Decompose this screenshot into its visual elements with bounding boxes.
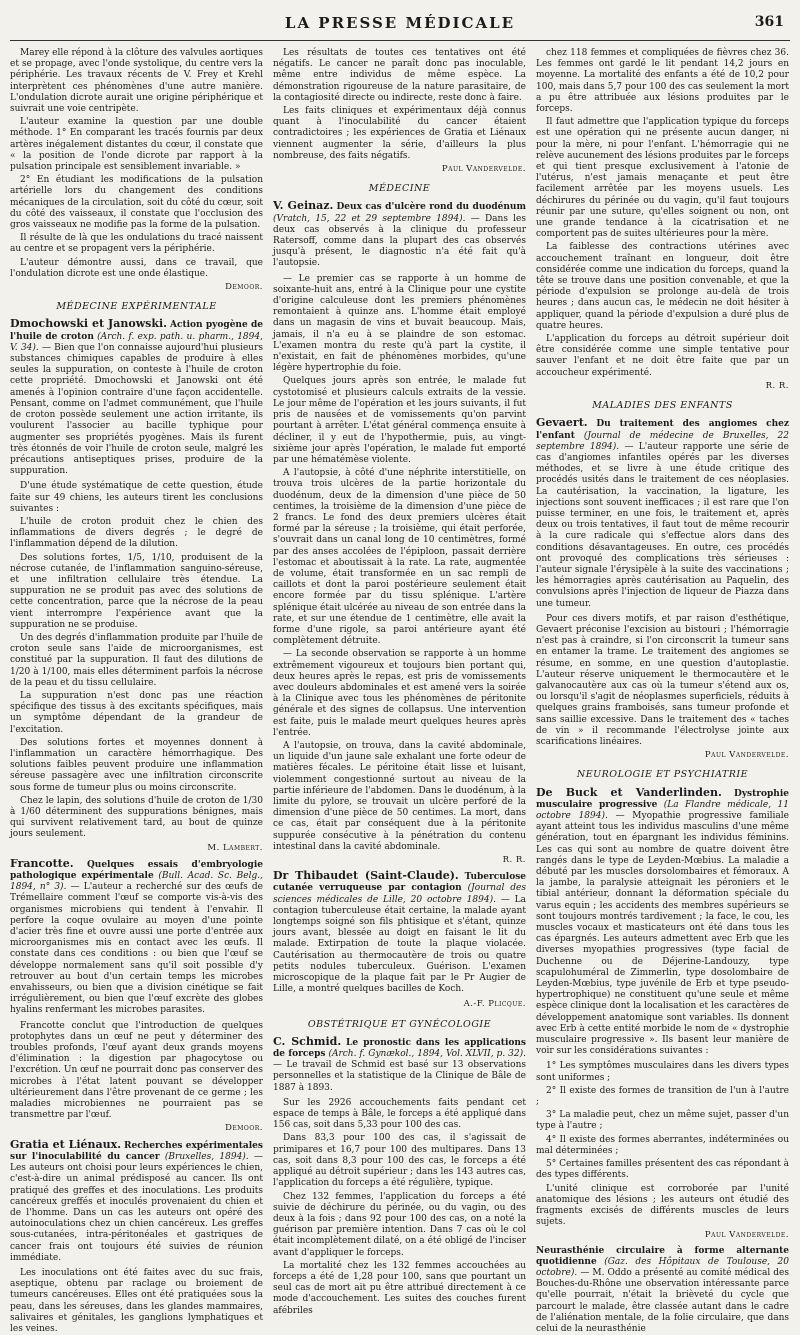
paragraph: A l'autopsie, on trouva, dans la cavité abdominale, un liquide d'un jaune sale exhalant une forte odeur de matières fécales. Le péritoine était lisse et luisant, violemment congestionné surtout au niveau de la partie inférieure de l'abdomen. Dans le duodénum, à la limite du pylore, se trouvait un ulcère perforé de la dimension d'une pièce de 50 centimes. La mort, dans ce cas, était par conséquent due à la péritonite suppurée consécutive à la pénétration du contenu intestinal dans la cavité abdominale. <box>273 740 526 852</box>
author-signature: Paul Vandervelde. <box>441 164 526 175</box>
paragraph: Il faut admettre que l'application typique du forceps est une opération qui ne présente aucun danger, ni pour la mère, ni pour l'enfant. L'hémorragie qui ne relève aucunement des lésions produites par le forceps et qui tient presque exclusivement à l'atonie de l'utérus, n'est jamais menaçante et peut être facilement arrêtée par les moyens usuels. Les déchirures du périnée ou du vagin, qu'il faut toujours réunir par une suture, qu'elles soignent ou non, ont une grande tendance à la cicatrisation et ne comportent pas de suites ultérieures pour la mère. <box>536 117 789 240</box>
review-article <box>10 1139 263 1264</box>
article-authors: Gratia et Liénaux. <box>10 1137 122 1151</box>
author-signature: R. R. <box>765 380 789 391</box>
paragraph: Des solutions fortes, 1/5, 1/10, produisent de la nécrose cutanée, de l'inflammation sanguino-séreuse, et une infiltration cellulaire très étendue. La suppuration ne se produit pas avec des solutions de cette concentration, parce que la nécrose de la peau vient interrompre l'expérience avant que la suppuration ne se produise. <box>10 552 263 630</box>
review-article <box>273 870 526 995</box>
article-authors: De Buck et Vanderlinden. <box>536 785 722 799</box>
author-signature: Paul Vandervelde. <box>704 750 789 761</box>
article-authors: V. Geinaz. <box>273 199 334 213</box>
paragraph: Chez le lapin, des solutions d'huile de croton de 1/30 à 1/60 déterminent des suppurations bénignes, mais qui survivent relativement tard, au bout de quinze jours seulement. <box>10 795 263 840</box>
article-title: Recherches expérimentales sur l'inoculabilité du cancer <box>10 1140 263 1162</box>
article-source: (Arch. f. exp. path. u. pharm., 1894, V. 34). <box>10 331 263 353</box>
article-text: — M. Oddo a présenté au comité médical des Bouches-du-Rhône une observation intéressante parce qu'elle pourrait, n'était la brièveté du cycle que parcourt le malade, être classée autant dans le cadre de l'aliénation mentale, de la folie circulaire, que dans celui de la neurasthénie <box>536 1267 789 1334</box>
section-heading: NEUROLOGIE ET PSYCHIATRIE <box>576 769 749 781</box>
paragraph: 1° Les symptômes musculaires dans les divers types sont uniformes ; <box>536 1061 789 1083</box>
review-article <box>536 417 789 609</box>
article-source: (Arch. f. Gynækol., 1894, Vol. XLVII, p. 32). <box>328 1049 526 1060</box>
article-source: (Vratch, 15, 22 et 29 septembre 1894). <box>273 213 466 224</box>
paragraph: chez 118 femmes et compliquées de fièvres chez 36. Les femmes ont gardé le lit pendant 14,2 jours en moyenne. La mortalité des enfants a été de 10,2 pour 100, mais dans 5,7 pour 100 des cas seulement la mort a pu être attribuée aux lésions produites par le forceps. <box>536 48 789 115</box>
paragraph: — Le premier cas se rapporte à un homme de soixante-huit ans, entré à la Clinique pour une cystite d'origine calculeuse dont les premiers phénomènes remontaient à quinze ans. L'homme était employé dans un magasin de vins et buvait beaucoup. Mais, jamais, il n'a eu à se plaindre de son estomac. L'examen montra du reste qu'à part la cystite, il n'existait, en fait de phénomènes morbides, qu'une légère hypertrophie du foie. <box>273 273 526 374</box>
section-heading: MALADIES DES ENFANTS <box>592 400 733 412</box>
article-source: (La Flandre médicale, 11 octobre 1894). <box>536 799 789 821</box>
article-title: Quelques essais d'embryologie pathologique expérimentale <box>10 859 263 882</box>
paragraph: Des solutions fortes et moyennes donnent à l'inflammation un caractère hémorrhagique. Des solutions faibles peuvent produire une inflammation séreuse passagère avec une infiltration circonscrite sous forme de tumeur plus ou moins circonscrite. <box>10 737 263 793</box>
article-body <box>10 1139 263 1264</box>
review-article <box>273 1036 526 1094</box>
article-authors: C. Schmid. <box>273 1034 342 1048</box>
paragraph: L'huile de croton produit chez le chien des inflammations de divers degrés ; le degré de l'inflammation dépend de la dilution. <box>10 516 263 550</box>
article-source: (Bull. Acad. Sc. Belg., 1894, n° 3). <box>10 871 263 893</box>
review-article <box>10 858 263 1017</box>
paragraph: 5° Certaines familles présentent des cas répondant à des types différents. <box>536 1159 789 1181</box>
section-heading: MÉDECINE EXPÉRIMENTALE <box>56 301 217 313</box>
author-signature: Demoor. <box>225 1123 263 1134</box>
article-title: Action pyogène de l'huile de croton <box>10 320 263 342</box>
article-authors: Dr Thibaudet (Saint-Claude). <box>273 869 459 883</box>
article-text: — Bien que l'on connaisse aujourd'hui plusieurs substances chimiques capables de produire à elles seules la suppuration, on conteste à l'huile de croton cette propriété. Dmochowski et Janowski ont été amenés à l'opinion contraire d'une façon accidentelle. Pensant, comme on l'admet communément, que l'huile de croton possède seulement une action irritante, ils voulurent l'associer au bacille typhique pour augmenter ses propriétés pyogènes. Mais ils furent très étonnés de voir l'huile de croton seule, malgré les précautions antiseptiques prises, produire de la suppuration. <box>10 342 263 477</box>
paragraph: Chez 132 femmes, l'application du forceps a été suivie de déchirure du périnée, ou du vagin, ou des deux à la fois ; dans 92 pour 100 des cas, on a noté la guérison par première intention. Dans 7 cas où le col était incomplètement dilaté, on a été obligé de l'inciser avant d'appliquer le forceps. <box>273 1191 526 1258</box>
column-2 <box>273 48 527 1316</box>
paragraph: Dans 83,3 pour 100 des cas, il s'agissait de primipares et 16,7 pour 100 des multipares. Dans 13 cas, soit dans 8,3 pour 100 des cas, le forceps a été appliqué au détroit supérieur ; dans les 143 autres cas, l'application du forceps a été régulière, typique. <box>273 1133 526 1189</box>
paragraph: L'application du forceps au détroit supérieur doit être considérée comme une simple tentative pour sauver l'enfant et ne doit être faite que par un accoucheur expérimenté. <box>536 334 789 378</box>
review-article <box>536 787 789 1058</box>
article-text: — L'auteur a recherché sur des œufs de Trémellaire comment l'œuf se comporte vis-à-vis des organismes microbiens qui tendent à l'envahir. Il perfore la coque ovulaire au moyen d'une pointe d'acier très fine et ouvre aussi une porte d'entrée aux microorganismes mis en contact avec les œufs. Il constate dans ces conditions : ou bien que l'œuf se développe normalement sans qu'il soit possible d'y retrouver au bout d'un certain temps les microbes envahisseurs, ou bien que a division cinétique se fait irrégulièrement, ou bien que l'œuf excrète des globes hyalins renfermant les microbes parasites. <box>10 882 263 1016</box>
review-article <box>536 1246 789 1335</box>
article-body <box>536 1246 789 1335</box>
article-text: — Dans les deux cas observés à la clinique du professeur Ratersoff, comme dans la plupart des cas observés jusqu'à présent, le diagnostic n'a été fait qu'à l'autopsie. <box>273 213 527 269</box>
paragraph: La mortalité chez les 132 femmes accouchées au forceps a été de 1,28 pour 100, sans que pourtant un seul cas de mort ait pu être attribué directement à ce mode d'accouchement. Les suites des couches furent afébriles <box>273 1260 526 1316</box>
article-authors: Francotte. <box>10 856 74 870</box>
paragraph: Pour ces divers motifs, et par raison d'esthétique, Gevaert préconise l'excision au bistouri ; l'hémorragie n'est pas à craindre, si l'on circonscrit la tumeur sans en entamer la trame. Le traitement des angiomes se résume, en somme, en une question d'autoplastie. L'auteur réserve uniquement le thermocautère et le galvanocautère aux cas où la tumeur s'étend aux os, ou lorsqu'il s'agit de néoplasmes superficiels, réduits à quelques grains framboisés, sans tumeur profonde et sans saillie excessive. Dans le traitement des « taches de vin » il recommande l'électrolyse jointe aux scarifications linéaires. <box>536 613 789 747</box>
paragraph: La faiblesse des contractions utérines avec accouchement traînant en longueur, doit être considérée comme une indication du forceps, quand la tête se trouve dans une position convenable, et que la période d'expulsion se prolonge au-delà de trois heures ; dans aucun cas, le médecin ne doit hésiter à appliquer, quand la période d'expulsion a duré plus de quatre heures. <box>536 242 789 331</box>
article-title: Tuberculose cutanée verruqueuse par contagion <box>273 872 526 894</box>
article-body <box>273 870 526 995</box>
paragraph: Quelques jours après son entrée, le malade fut cystotomisé et plusieurs calculs extraits de la vessie. Le jour même de l'opération et les jours suivants, il fut pris de nausées et de vomissements qu'on parvint pourtant à arrêter. L'état général commença ensuite à décliner, il y eut de l'hypothermie, puis, au vingt-sixième jour après l'opération, le malade fut emporté par une hématémèse violente. <box>273 376 526 465</box>
article-title: Deux cas d'ulcère rond du duodénum <box>336 202 526 213</box>
paragraph: — La seconde observation se rapporte à un homme extrêmement vigoureux et toujours bien portant qui, deux heures après le repas, est pris de vomissements avec douleurs abdominales et est amené vers la soirée à la Clinique avec tous les phénomènes de péritonite générale et des signes de collapsus. Une intervention est faite, puis le malade meurt quelques heures après l'entrée. <box>273 649 526 738</box>
paragraph: Marey elle répond à la clôture des valvules aortiques et se propage, avec l'onde systolique, du centre vers la périphérie. Les travaux récents de V. Frey et Krehl interprètent ces phénomènes d'une autre manière. L'ondulation dicrote aurait une origine périphérique et suivrait une voie centripète. <box>10 48 263 115</box>
page-number: 361 <box>754 14 784 30</box>
article-source: (Journal des sciences médicales de Lille, 20 octobre 1894). <box>273 883 526 905</box>
article-title: Du traitement des angiomes chez l'enfant <box>536 419 789 441</box>
column-3 <box>536 48 789 1334</box>
author-signature: A.-F. Plicque. <box>463 999 526 1010</box>
article-text: — Les auteurs ont choisi pour leurs expériences le chien, c'est-à-dire un animal prédisposé au cancer. Ils ont pratiqué des greffes et des inoculations. Les produits cancéreux greffés et inoculés provenaient du chien et de l'homme. Dans un cas les auteurs ont opéré des autoinoculations chez un chien cancéreux. Les greffes sous-cutanées, intra-péritonéales et gastriques de cancer frais ont toujours été suivies de réunion immédiate. <box>10 1151 263 1263</box>
paragraph: Les inoculations ont été faites avec du suc frais, aseptique, obtenu par raclage ou broiement de tumeurs cancéreuses. Elles ont été pratiquées sous la peau, dans les séreuses, dans les glandes mammaires, salivaires et génitales, les ganglions lymphatiques et les veines. <box>10 1267 263 1334</box>
paragraph: L'auteur examine la question par une double méthode. 1° En comparant les tracés fournis par deux artères inégalement distantes du cœur, il constate que « la position de l'onde dicrote par rapport à la pulsation principale est sensiblement invariable. » <box>10 117 263 173</box>
article-title: Le pronostic dans les applications de forceps <box>273 1037 526 1060</box>
author-signature: Demoor. <box>225 282 263 293</box>
article-source: (Bruxelles, 1894). <box>164 1151 249 1162</box>
paragraph: A l'autopsie, à côté d'une néphrite interstitielle, on trouva trois ulcères de la partie horizontale du duodénum, deux de la dimension d'une pièce de 50 centimes, la troisième de la dimension d'une pièce de 2 francs. Le fond des deux premiers ulcères était formé par la séreuse ; la troisième, qui était perforée, s'ouvrait dans un canal long de 10 centimètres, formé par des anses accolées de l'épiploon, passait derrière l'estomac et aboutissait à la rate. La rate, augmentée de volume, était transformée en un sac rempli de caillots et dont la paroi postérieure seulement était encore formée par du tissu splénique. L'artère splénique était ulcérée au niveau de son entrée dans la rate, et sur une étendue de 1 centimètre, elle avait la forme d'une rigole, sa paroi antérieure ayant été complètement détruite. <box>273 468 526 647</box>
article-authors: Gevaert. <box>536 416 588 430</box>
article-body <box>536 417 789 609</box>
paragraph: 2° Il existe des formes de transition de l'un à l'autre ; <box>536 1085 789 1108</box>
text-columns <box>10 48 790 1334</box>
author-signature: M. Lambert. <box>207 842 263 853</box>
paragraph: Les faits cliniques et expérimentaux déjà connus quant à l'inoculabilité du cancer étaient contradictoires ; les expériences de Gratia et Liénaux viennent augmenter la série, d'ailleurs la plus nombreuse, des faits négatifs. <box>273 106 526 161</box>
author-signature: R. R. <box>502 855 526 866</box>
article-body <box>536 787 789 1058</box>
paragraph: Il résulte de là que les ondulations du tracé naissent au centre et se propagent vers la périphérie. <box>10 233 263 255</box>
paragraph: La suppuration n'est donc pas une réaction spécifique des tissus à des excitants spécifiques, mais un symptôme dépendant de la grandeur de l'excitation. <box>10 690 263 735</box>
author-signature: Paul Vandervelde. <box>704 1230 789 1241</box>
article-title: Dystrophie musculaire progressive <box>536 788 789 810</box>
section-heading: MÉDECINE <box>368 183 431 195</box>
paragraph: 2° En étudiant les modifications de la pulsation artérielle lors du changement des conditions mécaniques de la circulation, soit du côté du cœur, soit du côté des vaisseaux, il constate que l'occlusion des gros vaisseaux ne modifie pas la forme de la pulsation. <box>10 175 263 231</box>
article-source: (Journal de médecine de Bruxelles, 22 septembre 1894). <box>536 430 789 452</box>
paragraph: L'unité clinique est corroborée par l'unité anatomique des lésions ; les auteurs ont étudié des fragments excisés de différents muscles de leurs sujets. <box>536 1183 789 1228</box>
article-text: — Le travail de Schmid est basé sur 13 observations personnelles et la statistique de la Clinique de Bâle de 1887 à 1893. <box>273 1060 526 1093</box>
paragraph: Sur les 2926 accouchements faits pendant cet espace de temps à Bâle, le forceps a été appliqué dans 156 cas, soit dans 5,33 pour 100 des cas. <box>273 1097 526 1131</box>
article-text: — L'auteur rapporte une série de cas d'angiomes infantiles opérés par les diverses méthodes, et se livre à une étude critique des procédés usités dans le traitement de ces néoplasies. La cautérisation, la vaccination, la ligature, les injections sont souvent inefficaces ; il est rare que l'on puisse terminer, en une fois, le traitement et, après deux ou trois tentatives, il faut tout de même recourir à la cure radicale qui s'effectue alors dans des conditions désavantageuses. En outre, ces procédés ont provoqué des complications très sérieuses : l'auteur signale l'érysipèle à la suite des vaccinations ; les hémorragies après cautérisation au Paquelin, des convulsions après l'injection de liqueur de Piazza dans une tumeur. <box>536 441 789 609</box>
review-article <box>10 318 263 477</box>
section-heading: OBSTÉTRIQUE ET GYNÉCOLOGIE <box>307 1018 492 1030</box>
journal-title: LA PRESSE MÉDICALE <box>284 14 516 32</box>
article-body <box>273 200 526 269</box>
paragraph: Un des degrés d'inflammation produite par l'huile de croton seule sans l'aide de microorganismes, est constitué par la suppuration. Il faut des dilutions de 1/20 à 1/100, mais elles déterminent parfois la nécrose de la peau et du tissu cellulaire. <box>10 632 263 688</box>
paragraph: L'auteur démontre aussi, dans ce travail, que l'ondulation dicrote est une onde élastique. <box>10 257 263 279</box>
article-authors: Dmochowski et Janowski. <box>10 317 167 331</box>
article-text: — Myopathie progressive familiale ayant atteint tous les individus masculins d'une même génération, tout en épargnant les individus féminins. Les cas qui sont au nombre de quatre doivent être rangés dans le type de Leyden-Mœbius. La maladie a débuté par les muscles dorsolombaires et fémoraux. A la jambe, la paralysie atteignait les péroniers et le tibial antérieur, donnant la déformation spéciale du varus equin ; les accidents des membres supérieurs se sont toujours montrés tardivement ; la face, le cou, les muscles vocaux et masticateurs ont été dans tous les cas épargnés. Les auteurs admettent avec Erb que les diverses myopathies progressives (type facial de Duchenne ou de Déjerine-Landouzy, type scapulohuméral de Zimmerlin, type dosolombaire de Leyden-Mœbius, type juvénile de Erb et type pseudo-hypertrophique) ne constituent qu'une seule et même espèce clinique dont la localisation et les caractères de développement anatomique sont variables. Ils donnent avec Erb à cette entité morbide le nom de « dystrophie musculaire progressive ». Ils basent leur manière de voir sur les considérations suivantes : <box>536 811 789 1057</box>
paragraph: 4° Il existe des formes aberrantes, indéterminées ou mal déterminées ; <box>536 1134 789 1156</box>
article-body <box>10 318 263 477</box>
paragraph: Les résultats de toutes ces tentatives ont été négatifs. Le cancer ne paraît donc pas inoculable, même entre individus de même espèce. La démonstration rigoureuse de la nature parasitaire, de la contagiosité directe ou indirecte, reste donc à faire. <box>273 48 526 103</box>
paragraph: D'une étude systématique de cette question, étude faite sur 49 chiens, les auteurs tirent les conclusions suivantes : <box>10 481 263 514</box>
article-title: Neurasthénie circulaire à forme alternante quotidienne <box>536 1245 789 1267</box>
paragraph: 3° La maladie peut, chez un même sujet, passer d'un type à l'autre ; <box>536 1110 789 1132</box>
review-article <box>273 200 526 269</box>
article-text: — La contagion tuberculeuse était certaine, la malade ayant longtemps soigné son fils phtisique et s'étant, quinze jours avant, blessée au doigt en faisant le lit du malade. Extirpation de toute la plaque violacée. Cautérisation au thermocautère de trois ou quatre petits nodules tuberculeux. Guérison. L'examen microscopique de la plaque fait par le Pr Augier de Lille, a montré quelques bacilles de Koch. <box>273 894 526 995</box>
running-header <box>0 14 800 36</box>
column-1 <box>10 48 263 1334</box>
article-body <box>273 1036 526 1094</box>
article-source: (Gaz. des Hôpitaux de Toulouse, 20 octobre). <box>536 1256 789 1278</box>
paragraph: Francotte conclut que l'introduction de quelques protophytes dans un œuf ne peut y déterminer des troubles profonds, l'œuf ayant deux grands moyens d'élimination : la digestion par phagocytose ou l'excrétion. Un œuf ne pourrait donc pas conserver des microbes à l'état latent pouvant se développer ultérieurement dans l'être provenant de ce germe ; les maladies microbiennes ne pourraient pas se transmettre par l'œuf. <box>10 1020 263 1121</box>
header-rule <box>10 40 790 41</box>
article-body <box>10 858 263 1017</box>
